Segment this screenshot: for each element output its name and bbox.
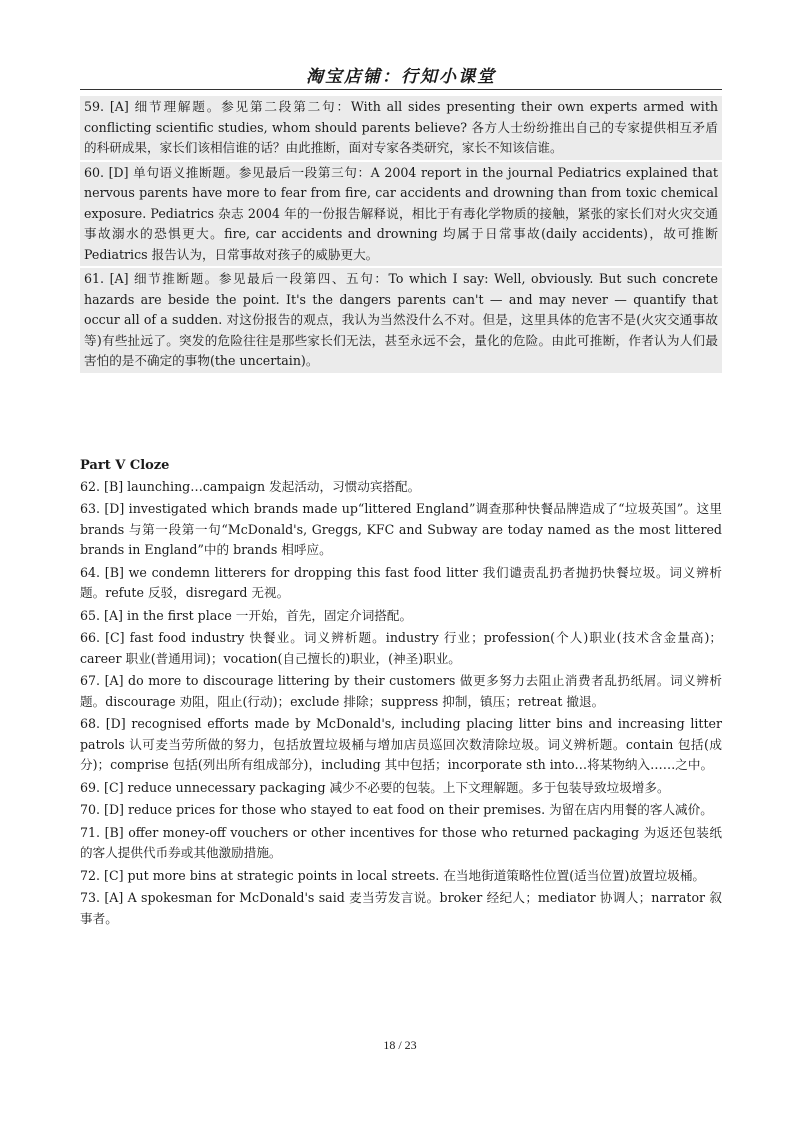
section-title: Part Ⅴ Cloze	[80, 458, 170, 473]
answer-item-64: 64. [B] we condemn litterers for dropping this fast food litter 我们谴责乱扔者抛扔快餐垃圾。词义辨析题。refute 反驳，disregard 无视。	[80, 564, 722, 600]
answer-item-66: 66. [C] fast food industry 快餐业。词义辨析题。industry 行业；profession(个人)职业(技术含金量高)；career 职业(普通用词)；vocation(自己擅长的)职业，(神圣)职业。	[80, 630, 722, 666]
answer-item-62: 62. [B] launching…campaign 发起活动，习惯动宾搭配。	[80, 478, 421, 494]
answer-item-73: 73. [A] A spokesman for McDonald's said 麦当劳发言说。broker 经纪人；mediator 协调人；narrator 叙事者。	[80, 890, 722, 926]
answer-item-71: 71. [B] offer money-off vouchers or other incentives for those who returned packaging 为返还包装纸的客人提供代币券或其他激励措施。	[80, 824, 722, 860]
answer-item-68: 68. [D] recognised efforts made by McDonald's, including placing litter bins and increasing litter patrols 认可麦当劳所做的努力，包括放置垃圾桶与增加店员巡回次数清除垃圾。词义辨析题。contain 包括(成分)；comprise 包括(列出所有组成部分)，including 其中包括；incorporate sth into…将某物纳入……之中。	[80, 716, 722, 772]
answer-item-61: 61. [A] 细节推断题。参见最后一段第四、五句：To which I say: Well, obviously. But such concrete hazards are beside the point. It's the dangers parents can't — and may never — quantify that occur all of a sudden. 对这份报告的观点，我认为当然没什么不对。但是，这里具体的危害不是(火灾交通事故等)有些扯远了。突发的危险往往是那些家长们无法，甚至永远不会，量化的危险。由此可推断，作者认为人们最害怕的是不确定的事物(the uncertain)。	[80, 268, 722, 373]
answer-item-59: 59. [A] 细节理解题。参见第二段第二句：With all sides presenting their own experts armed with conflicting scientific studies, whom should parents believe? 各方人士纷纷推出自己的专家提供相互矛盾的科研成果，家长们该相信谁的话？由此推断，面对专家各类研究，家长不知该信谁。	[80, 96, 722, 160]
answer-item-72: 72. [C] put more bins at strategic points in local streets. 在当地街道策略性位置(适当位置)放置垃圾桶。	[80, 867, 706, 883]
answer-item-60: 60. [D] 单句语义推断题。参见最后一段第三句：A 2004 report in the journal Pediatrics explained that nervous parents have more to fear from fire, car accidents and drowning than from toxic chemical exposure. Pediatrics 杂志 2004 年的一份报告解释说，相比于有毒化学物质的接触，紧张的家长们对火灾交通事故溺水的恐惧更大。fire, car accidents and drowning 均属于日常事故(daily accidents)，故可推断 Pediatrics 报告认为，日常事故对孩子的威胁更大。	[80, 162, 722, 267]
answer-item-69: 69. [C] reduce unnecessary packaging 减少不必要的包装。上下文理解题。多于包装导致垃圾增多。	[80, 779, 670, 795]
header-rule	[80, 89, 722, 90]
answer-item-67: 67. [A] do more to discourage littering by their customers 做更多努力去阻止消费者乱扔纸屑。词义辨析题。discourage 劝阻，阻止(行动)；exclude 排除；suppress 抑制，镇压；retreat 撤退。	[80, 673, 722, 709]
part4-answers	[80, 96, 722, 375]
page-number: 18 / 23	[383, 1038, 417, 1052]
part5-cloze	[80, 456, 722, 931]
answer-item-70: 70. [D] reduce prices for those who stayed to eat food on their premises. 为留在店内用餐的客人减价。	[80, 802, 713, 817]
page-header: 淘宝店铺：行知小课堂	[306, 67, 496, 87]
answer-item-63: 63. [D] investigated which brands made up“littered England”调查那种快餐品牌造成了“垃圾英国”。这里 brands 与第一段第一句“McDonald's, Greggs, KFC and Subway are today named as the most littered brands in England”中的 brands 相呼应。	[80, 501, 722, 557]
answer-item-65: 65. [A] in the first place 一开始，首先，固定介词搭配。	[80, 607, 413, 623]
